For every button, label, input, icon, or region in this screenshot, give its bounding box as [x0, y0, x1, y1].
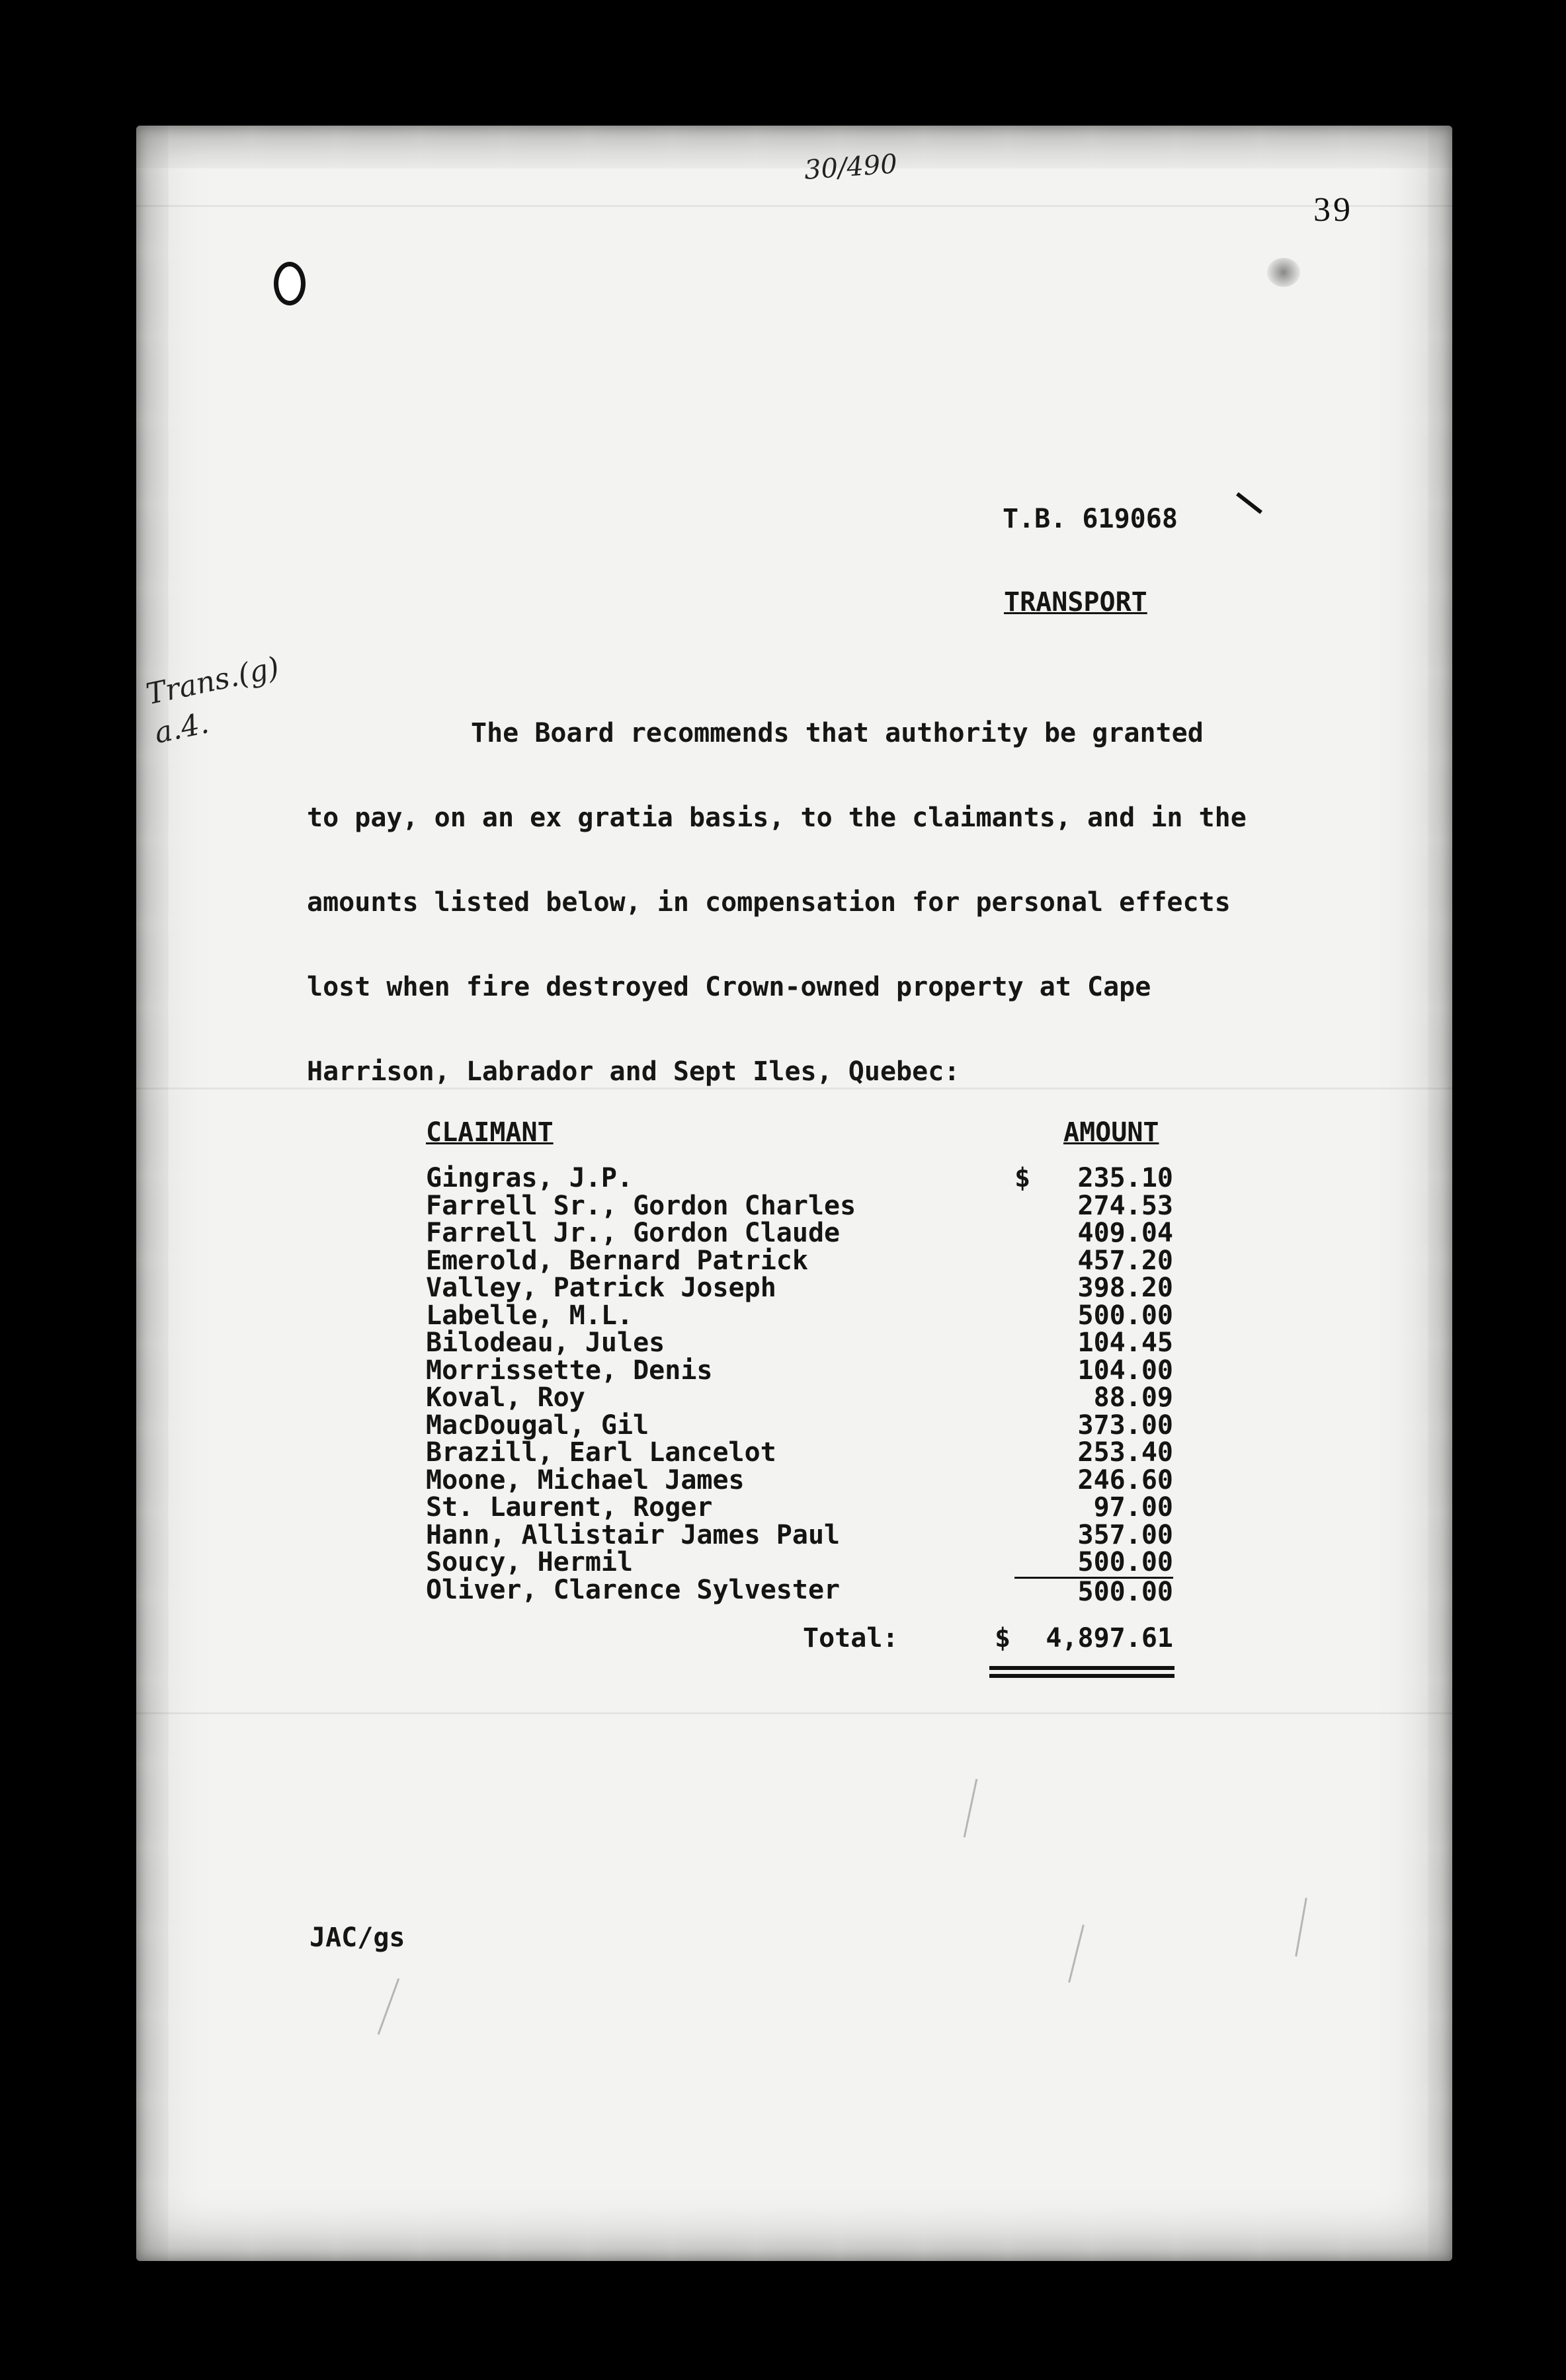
total-amount: 4,897.61	[1046, 1623, 1173, 1653]
table-row	[426, 1494, 1173, 1522]
recommendation-paragraph	[307, 691, 1418, 1114]
currency-symbol: $	[995, 1623, 1011, 1653]
claim-amount: 88.09	[1093, 1382, 1173, 1413]
scratch-mark	[964, 1779, 978, 1838]
total-label: Total:	[803, 1623, 899, 1653]
reference-number: T.B. 619068	[1003, 504, 1178, 534]
scratch-mark	[1068, 1924, 1085, 1983]
margin-note-line-1: Trans.(g)	[143, 651, 282, 712]
table-row	[426, 1464, 1173, 1495]
table-row	[426, 1275, 1173, 1302]
paragraph-line: The Board recommends that authority be granted	[471, 718, 1204, 748]
claim-amount: 500.00	[1077, 1300, 1173, 1331]
claim-amount: 274.53	[1077, 1190, 1173, 1221]
department-heading: TRANSPORT	[1004, 587, 1147, 617]
claimant-name: Bilodeau, Jules	[426, 1328, 665, 1358]
claimant-name: MacDougal, Gil	[426, 1409, 649, 1441]
claim-amount: 398.20	[1077, 1273, 1173, 1303]
claimant-name: Oliver, Clarence Sylvester	[426, 1574, 841, 1605]
amount-column-header: AMOUNT	[1063, 1117, 1159, 1148]
fold-line	[136, 205, 1452, 207]
paragraph-line: Harrison, Labrador and Sept Iles, Quebec:	[307, 1056, 960, 1087]
claim-amount: 104.45	[1077, 1328, 1173, 1358]
currency-symbol: $	[1014, 1163, 1031, 1193]
table-row	[426, 1549, 1173, 1577]
claim-amount: 97.00	[1093, 1492, 1173, 1523]
claimant-name: St. Laurent, Roger	[426, 1492, 713, 1523]
claimant-name: Moone, Michael James	[426, 1464, 745, 1495]
table-row	[426, 1384, 1173, 1412]
table-row	[426, 1190, 1173, 1221]
table-row	[426, 1245, 1173, 1276]
claimant-name: Valley, Patrick Joseph	[426, 1273, 776, 1303]
total-underline	[989, 1674, 1174, 1678]
claimant-column-header: CLAIMANT	[426, 1117, 554, 1148]
claim-amount: 373.00	[1077, 1409, 1173, 1441]
table-row	[426, 1519, 1173, 1550]
claimant-name: Morrissette, Denis	[426, 1355, 713, 1386]
fold-line	[136, 1712, 1452, 1714]
claimant-name: Farrell Jr., Gordon Claude	[426, 1218, 841, 1248]
paragraph-line: amounts listed below, in compensation for personal effects	[307, 887, 1231, 918]
margin-note	[143, 648, 292, 754]
claimant-name: Hann, Allistair James Paul	[426, 1519, 841, 1550]
handwritten-file-number: 30/490	[803, 149, 899, 186]
claim-amount: 357.00	[1077, 1519, 1173, 1550]
table-row	[426, 1409, 1173, 1441]
table-row	[426, 1302, 1173, 1330]
claim-amount: 500.00	[1077, 1547, 1173, 1577]
claimant-name: Gingras, J.P.	[426, 1163, 634, 1193]
claim-amount: 409.04	[1077, 1218, 1173, 1248]
total-underline	[989, 1666, 1174, 1670]
table-row	[426, 1574, 1173, 1607]
typist-initials: JAC/gs	[309, 1923, 405, 1953]
paragraph-line: lost when fire destroyed Crown-owned property at Cape	[307, 972, 1151, 1002]
claimant-name: Labelle, M.L.	[426, 1300, 634, 1331]
document-page	[136, 126, 1452, 2261]
claim-amount: 246.60	[1077, 1464, 1173, 1495]
ink-blot	[1267, 258, 1300, 287]
pen-mark	[1236, 492, 1262, 514]
paragraph-line: to pay, on an ex gratia basis, to the claimants, and in the	[307, 803, 1247, 833]
claimant-name: Soucy, Hermil	[426, 1547, 634, 1577]
claims-table	[426, 1163, 1173, 1607]
margin-note-line-2: a.4.	[151, 706, 212, 751]
claimant-name: Brazill, Earl Lancelot	[426, 1437, 776, 1468]
claimant-name: Farrell Sr., Gordon Charles	[426, 1190, 856, 1221]
table-row	[426, 1220, 1173, 1248]
claim-amount: 253.40	[1077, 1437, 1173, 1468]
claimant-name: Emerold, Bernard Patrick	[426, 1245, 808, 1276]
claimant-name: Koval, Roy	[426, 1382, 585, 1413]
punch-hole	[274, 262, 306, 305]
page-number: 39	[1313, 191, 1353, 229]
scratch-mark	[378, 1978, 400, 2035]
claim-amount: 500.00	[1014, 1577, 1173, 1605]
claim-amount: 457.20	[1077, 1245, 1173, 1276]
scratch-mark	[1295, 1897, 1307, 1956]
claim-amount: 104.00	[1077, 1355, 1173, 1386]
total-row	[426, 1623, 1173, 1653]
claim-amount: 235.10	[1077, 1163, 1173, 1193]
table-row	[426, 1357, 1173, 1385]
table-row	[426, 1165, 1173, 1193]
table-row	[426, 1439, 1173, 1467]
table-row	[426, 1329, 1173, 1357]
